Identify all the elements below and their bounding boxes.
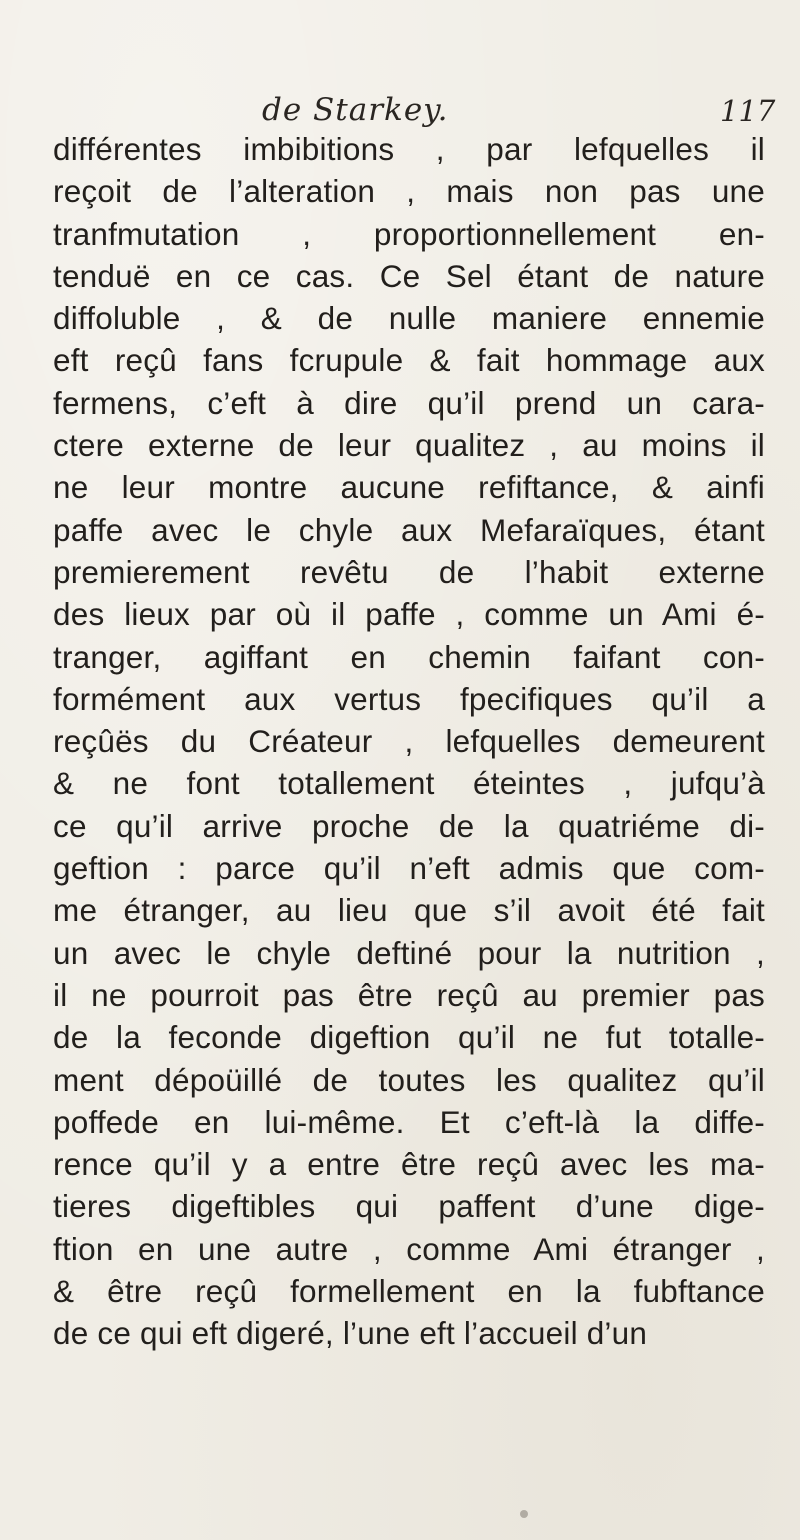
- body-text: [53, 128, 765, 1355]
- page-number: 117: [720, 94, 776, 128]
- text-line: ce qu’il arrive proche de la quatriéme di-: [53, 807, 765, 844]
- text-line: formément aux vertus fpecifiques qu’il a: [53, 680, 765, 717]
- text-line: ne leur montre aucune refiftance, & ainfi: [53, 469, 765, 506]
- text-line: il ne pourroit pas être reçû au premier pas: [53, 976, 765, 1013]
- text-line: poffede en lui-même. Et c’eft-là la diffe-: [53, 1103, 765, 1140]
- running-title: de Starkey.: [262, 92, 449, 128]
- text-line: différentes imbibitions , par lefquelles il: [53, 131, 765, 167]
- text-line: me étranger, au lieu que s’il avoit été fait: [53, 892, 765, 929]
- text-line: ftion en une autre , comme Ami étranger ,: [53, 1230, 765, 1267]
- text-line: des lieux par où il paffe , comme un Ami é-: [53, 596, 765, 633]
- text-line: diffoluble , & de nulle maniere ennemie: [53, 300, 765, 337]
- text-line: tieres digeftibles qui paffent d’une dige-: [53, 1188, 765, 1225]
- text-line: tenduë en ce cas. Ce Sel étant de nature: [53, 257, 765, 294]
- text-line: paffe avec le chyle aux Mefaraïques, étant: [53, 511, 765, 548]
- text-line: un avec le chyle deftiné pour la nutrition ,: [53, 934, 765, 971]
- text-line: reçûës du Créateur , lefquelles demeurent: [53, 723, 765, 760]
- text-line: eft reçû fans fcrupule & fait hommage aux: [53, 342, 765, 379]
- text-line: fermens, c’eft à dire qu’il prend un cara-: [53, 384, 765, 421]
- text-line: & ne font totallement éteintes , jufqu’à: [53, 765, 765, 802]
- ink-speck: [520, 1510, 528, 1518]
- text-line: rence qu’il y a entre être reçû avec les ma-: [53, 1146, 765, 1183]
- text-line: tranfmutation , proportionnellement en-: [53, 215, 765, 252]
- text-line: premierement revêtu de l’habit externe: [53, 553, 765, 590]
- text-line: de la feconde digeftion qu’il ne fut totalle-: [53, 1019, 765, 1056]
- text-line: & être reçû formellement en la fubftance: [53, 1273, 765, 1310]
- text-line: geftion : parce qu’il n’eft admis que com-: [53, 850, 765, 887]
- page-header: [0, 92, 800, 132]
- text-line: ctere externe de leur qualitez , au moins il: [53, 427, 765, 464]
- text-line: ment dépoüillé de toutes les qualitez qu’il: [53, 1061, 765, 1098]
- text-line: reçoit de l’alteration , mais non pas une: [53, 173, 765, 210]
- text-line: de ce qui eft digeré, l’une eft l’accueil d’un: [53, 1315, 648, 1352]
- text-line: tranger, agiffant en chemin faifant con-: [53, 638, 765, 675]
